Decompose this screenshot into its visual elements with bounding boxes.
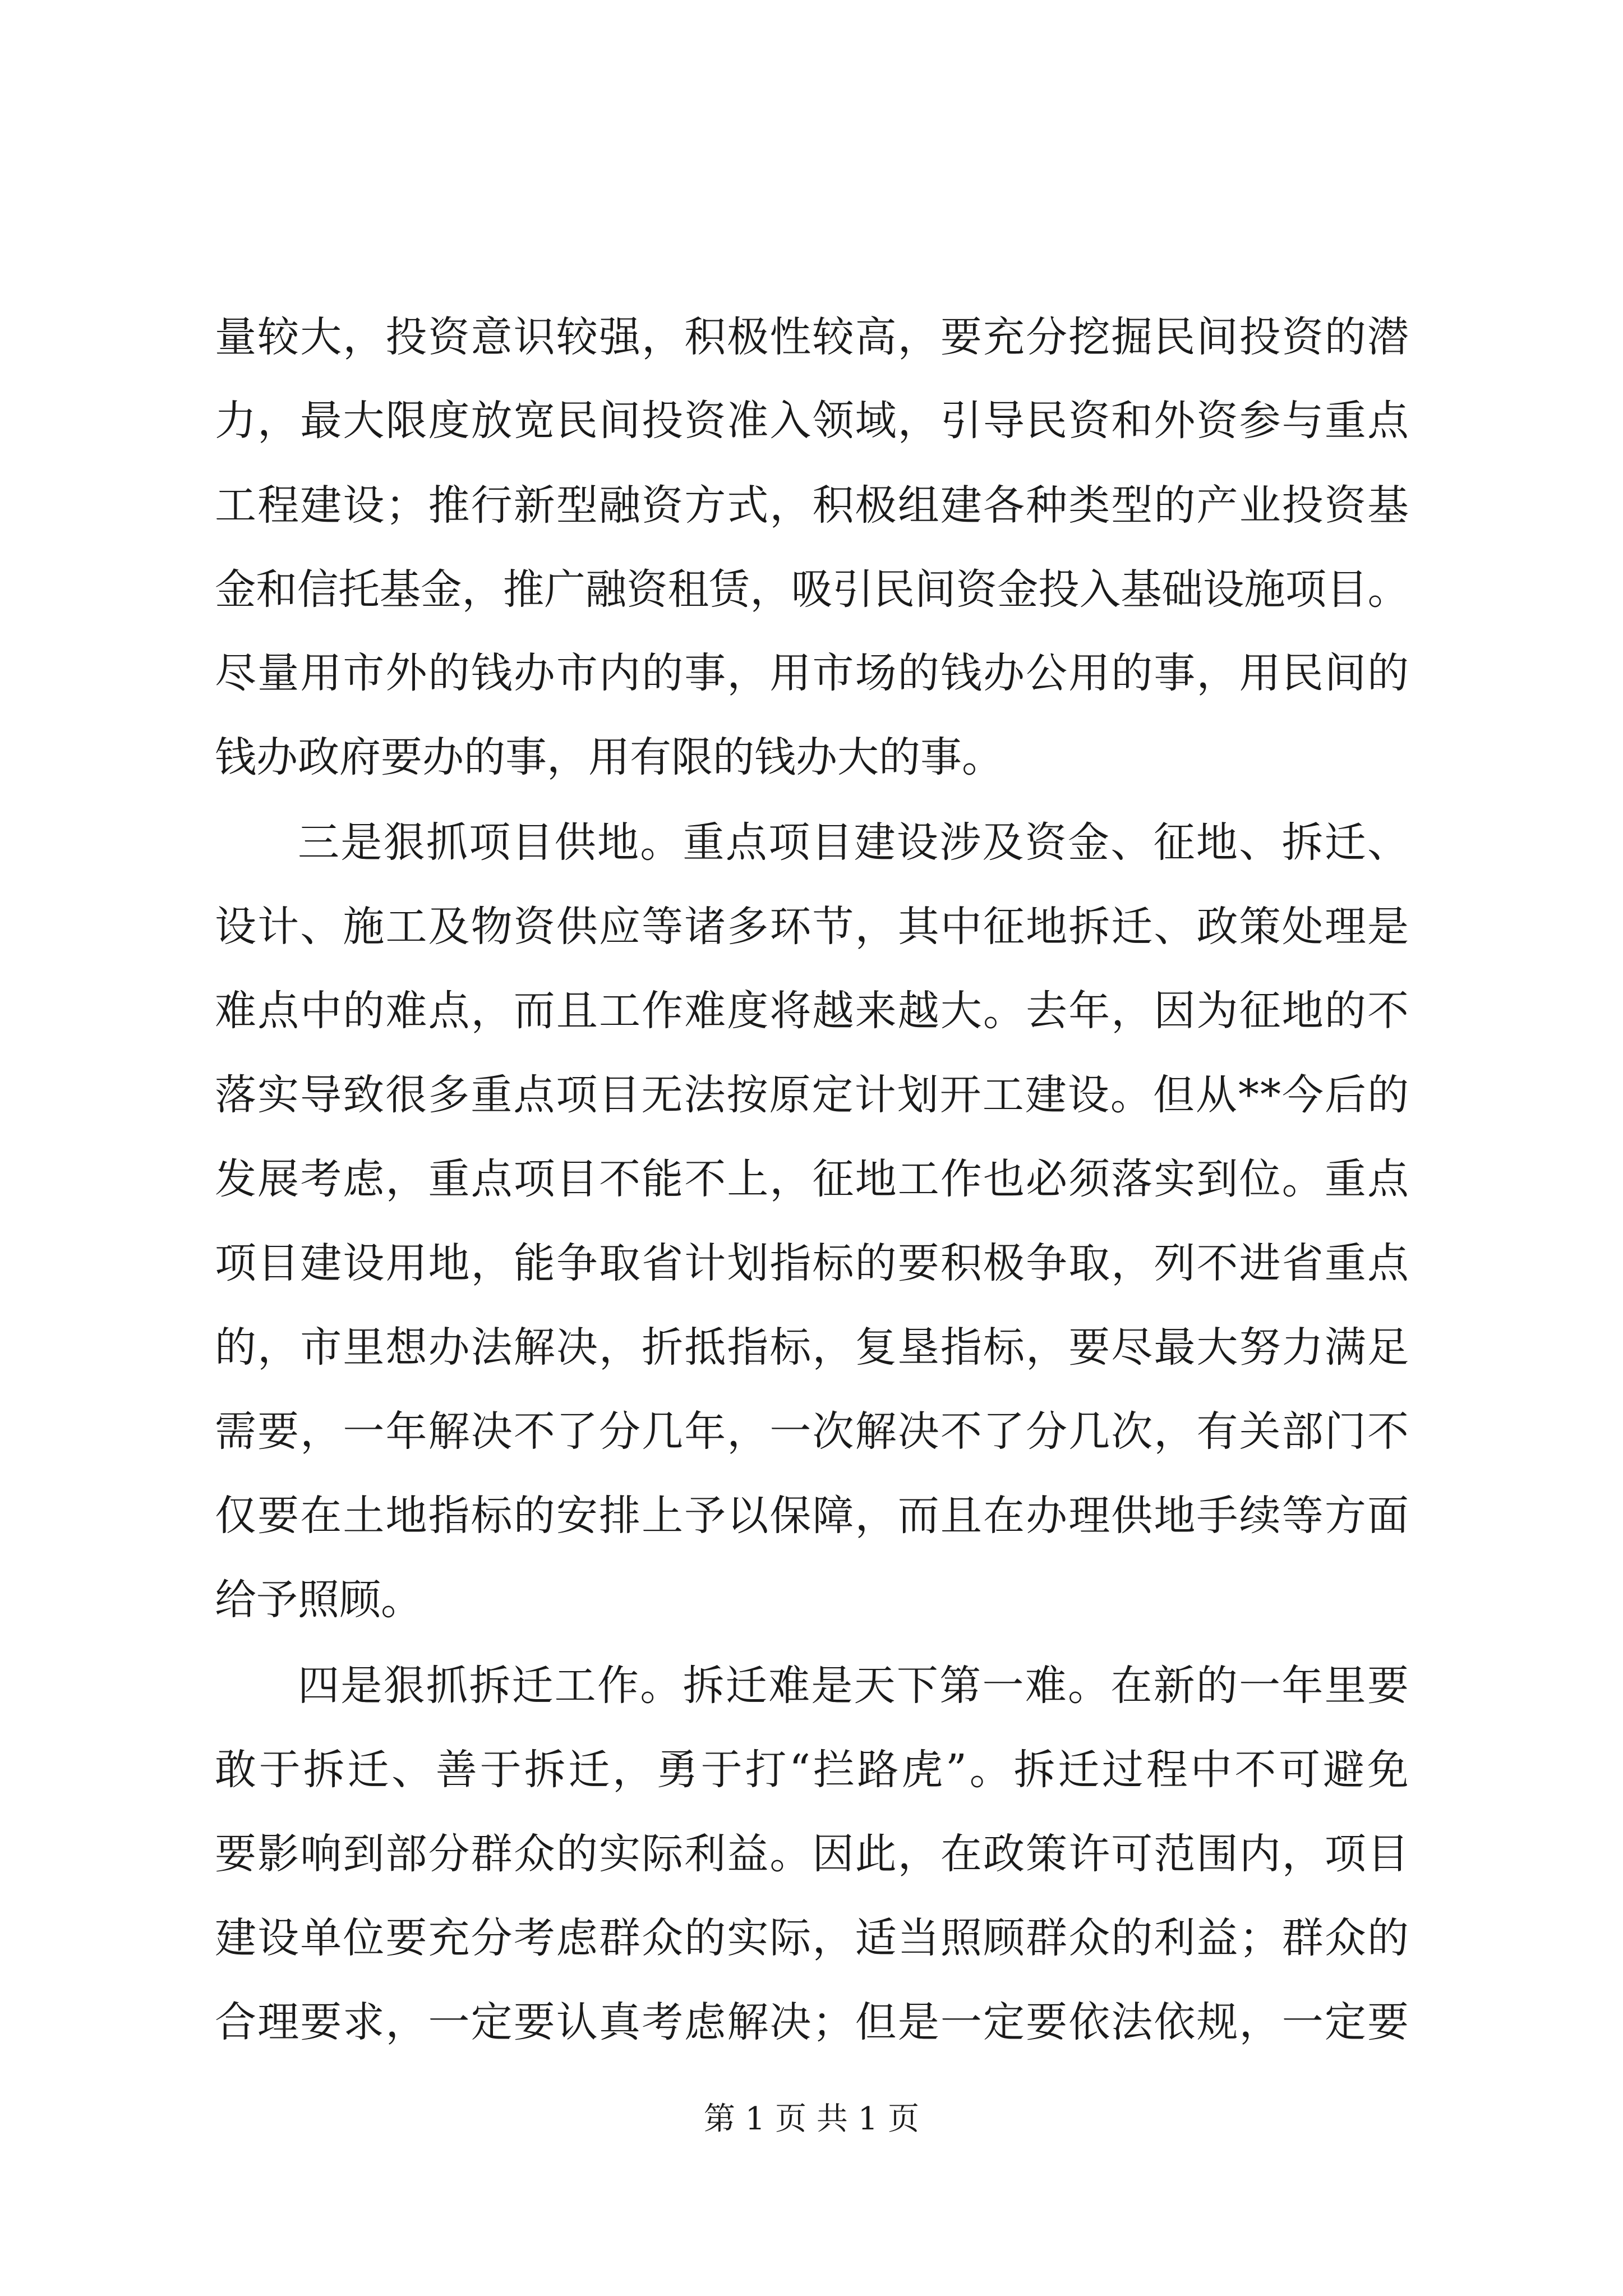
paragraph-3-first-line: 三是狠抓项目供地。重点项目建设涉及资金、征地、拆迁、 [298, 818, 1410, 867]
text-line-15: 仅要在土地指标的安排上予以保障，而且在办理供地手续等方面 [215, 1492, 1410, 1540]
text-line-20: 建设单位要充分考虑群众的实际，适当照顾群众的利益；群众的 [215, 1914, 1410, 1962]
text-line-18: 敢于拆迁、善于拆迁，勇于打“拦路虎”。拆迁过程中不可避免 [215, 1746, 1412, 1794]
text-line-13: 的，市里想办法解决，折抵指标，复垦指标，要尽最大努力满足 [215, 1323, 1410, 1372]
text-line-16: 给予照顾。 [215, 1576, 422, 1624]
text-line-12: 项目建设用地，能争取省计划指标的要积极争取，列不进省重点 [215, 1239, 1410, 1287]
text-line-2: 力，最大限度放宽民间投资准入领域，引导民资和外资参与重点 [215, 397, 1410, 445]
text-line-9: 难点中的难点，而且工作难度将越来越大。去年，因为征地的不 [215, 987, 1410, 1035]
page-number-label: 第 1 页 共 1 页 [703, 2101, 920, 2137]
text-line-5: 尽量用市外的钱办市内的事，用市场的钱办公用的事，用民间的 [215, 649, 1410, 697]
text-line-14: 需要，一年解决不了分几年，一次解决不了分几次，有关部门不 [215, 1407, 1410, 1456]
text-line-10: 落实导致很多重点项目无法按原定计划开工建设。但从**今后的 [215, 1071, 1410, 1119]
text-line-21: 合理要求，一定要认真考虑解决；但是一定要依法依规，一定要 [215, 1998, 1410, 2046]
text-line-19: 要影响到部分群众的实际利益。因此，在政策许可范围内，项目 [215, 1830, 1410, 1878]
text-line-6: 钱办政府要办的事，用有限的钱办大的事。 [215, 733, 1003, 781]
text-line-4: 金和信托基金，推广融资租赁，吸引民间资金投入基础设施项目。 [215, 565, 1409, 614]
text-line-8: 设计、施工及物资供应等诸多环节，其中征地拆迁、政策处理是 [215, 903, 1410, 951]
text-line-11: 发展考虑，重点项目不能不上，征地工作也必须落实到位。重点 [215, 1155, 1410, 1203]
text-line-3: 工程建设；推行新型融资方式，积极组建各种类型的产业投资基 [215, 481, 1410, 530]
paragraph-4-first-line: 四是狠抓拆迁工作。拆迁难是天下第一难。在新的一年里要 [298, 1662, 1410, 1710]
text-line-1: 量较大，投资意识较强，积极性较高，要充分挖掘民间投资的潜 [215, 313, 1410, 361]
page-footer [0, 2097, 1623, 2142]
